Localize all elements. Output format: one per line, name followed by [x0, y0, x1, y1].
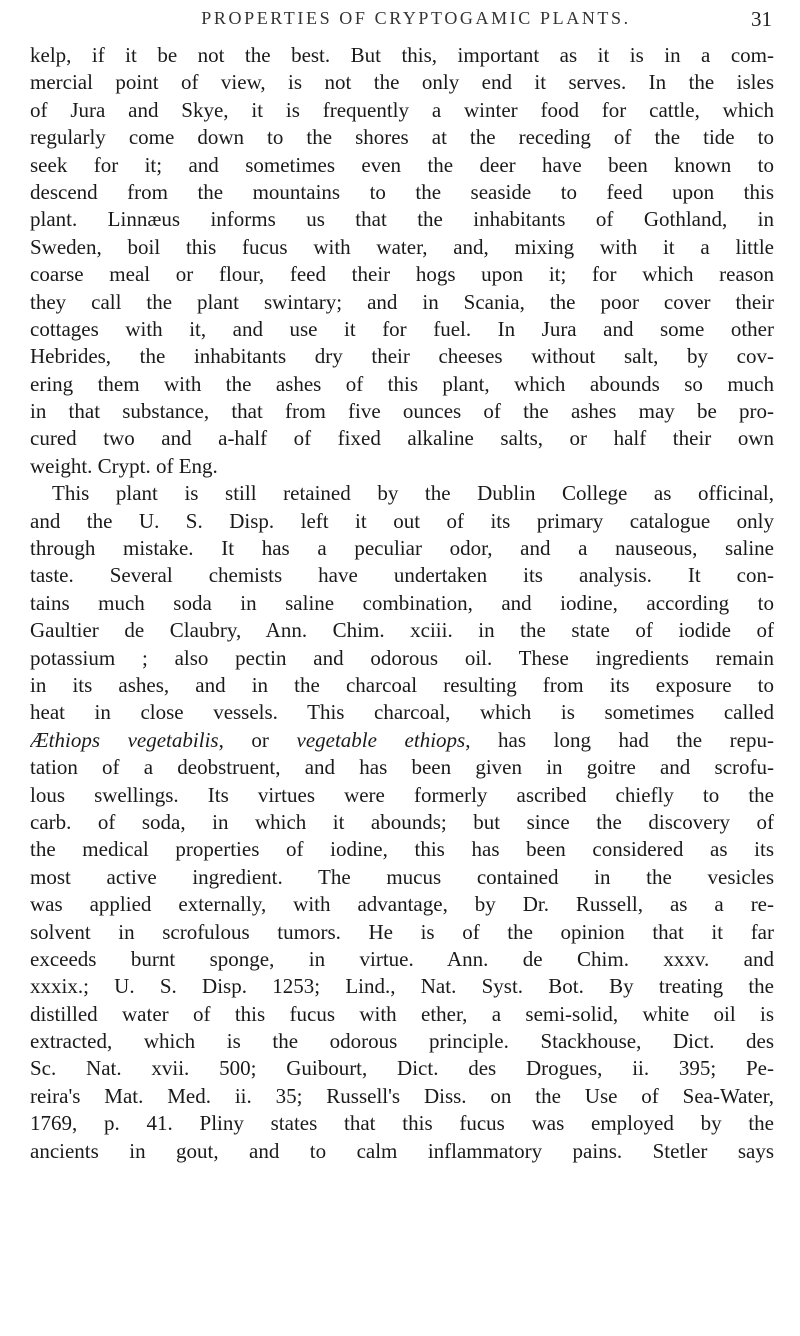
text-line: in that substance, that from five ounces of the ashes may be pro- [30, 399, 774, 424]
text-line: plant. Linnæus informs us that the inhabitants of Gothland, in [30, 207, 774, 232]
text-line: Hebrides, the inhabitants dry their cheeses without salt, by cov- [30, 344, 774, 369]
body-text [30, 42, 774, 1165]
text-segment: , has long had the repu- [465, 727, 774, 752]
text-line: cottages with it, and use it for fuel. In Jura and some other [30, 316, 774, 341]
text-line: through mistake. It has a peculiar odor, and a nauseous, saline [30, 536, 774, 561]
text-line: kelp, if it be not the best. But this, important as it is in a com- [30, 43, 774, 67]
text-line: ancients in gout, and to calm inflammatory pains. Stetler says [30, 1138, 774, 1163]
text-line: was applied externally, with advantage, by Dr. Russell, as a re- [30, 892, 774, 917]
italic-term: vegetable ethiops [296, 727, 466, 752]
text-line: descend from the mountains to the seaside to feed upon this [30, 179, 774, 204]
text-line: and the U. S. Disp. left it out of its primary catalogue only [30, 508, 774, 533]
text-line: exceeds burnt sponge, in virtue. Ann. de Chim. xxxv. and [30, 946, 774, 971]
text-line: Sweden, boil this fucus with water, and, mixing with it a little [30, 234, 774, 259]
text-line: solvent in scrofulous tumors. He is of the opinion that it far [30, 919, 774, 944]
text-line: seek for it; and sometimes even the deer have been known to [30, 152, 774, 177]
text-line: Gaultier de Claubry, Ann. Chim. xciii. in the state of iodide of [30, 618, 774, 643]
text-line-with-italics [30, 727, 774, 754]
text-line: of Jura and Skye, it is frequently a winter food for cattle, which [30, 97, 774, 122]
page-number: 31 [751, 7, 772, 31]
text-line: mercial point of view, is not the only end it serves. In the isles [30, 70, 774, 95]
italic-term: Æthiops vegetabilis [30, 727, 219, 752]
text-line: tains much soda in saline combination, and iodine, according to [30, 590, 774, 615]
text-line: coarse meal or flour, feed their hogs upon it; for which reason [30, 262, 774, 287]
text-line: cured two and a-half of fixed alkaline salts, or half their own [30, 426, 774, 451]
text-line: carb. of soda, in which it abounds; but since the discovery of [30, 809, 774, 834]
text-line: Sc. Nat. xvii. 500; Guibourt, Dict. des Drogues, ii. 395; Pe- [30, 1056, 774, 1081]
text-line: tation of a deobstruent, and has been given in goitre and scrofu- [30, 755, 774, 780]
text-line: most active ingredient. The mucus contained in the vesicles [30, 864, 774, 889]
text-line: they call the plant swintary; and in Scania, the poor cover their [30, 289, 774, 314]
text-line: lous swellings. Its virtues were formerly ascribed chiefly to the [30, 782, 774, 807]
text-line: reira's Mat. Med. ii. 35; Russell's Diss. on the Use of Sea-Water, [30, 1083, 774, 1108]
text-line: potassium ; also pectin and odorous oil. These ingredients remain [30, 645, 774, 670]
text-line: distilled water of this fucus with ether, a semi-solid, white oil is [30, 1001, 774, 1026]
text-line: extracted, which is the odorous principle. Stackhouse, Dict. des [30, 1029, 774, 1054]
text-line: 1769, p. 41. Pliny states that this fucus was employed by the [30, 1111, 774, 1136]
text-segment: , or [218, 727, 297, 752]
text-line: taste. Several chemists have undertaken its analysis. It con- [30, 563, 774, 588]
text-line: in its ashes, and in the charcoal resulting from its exposure to [30, 672, 774, 697]
running-title: PROPERTIES OF CRYPTOGAMIC PLANTS. [201, 8, 631, 28]
text-line: weight. Crypt. of Eng. [30, 453, 218, 478]
running-head [32, 8, 800, 34]
text-line: the medical properties of iodine, this has been considered as its [30, 837, 774, 862]
text-line: ering them with the ashes of this plant, which abounds so much [30, 371, 774, 396]
text-line: regularly come down to the shores at the receding of the tide to [30, 125, 774, 150]
text-line: heat in close vessels. This charcoal, which is sometimes called [30, 700, 774, 725]
text-line: xxxix.; U. S. Disp. 1253; Lind., Nat. Syst. Bot. By treating the [30, 974, 774, 999]
paragraph-start-line: This plant is still retained by the Dublin College as officinal, [52, 481, 774, 506]
